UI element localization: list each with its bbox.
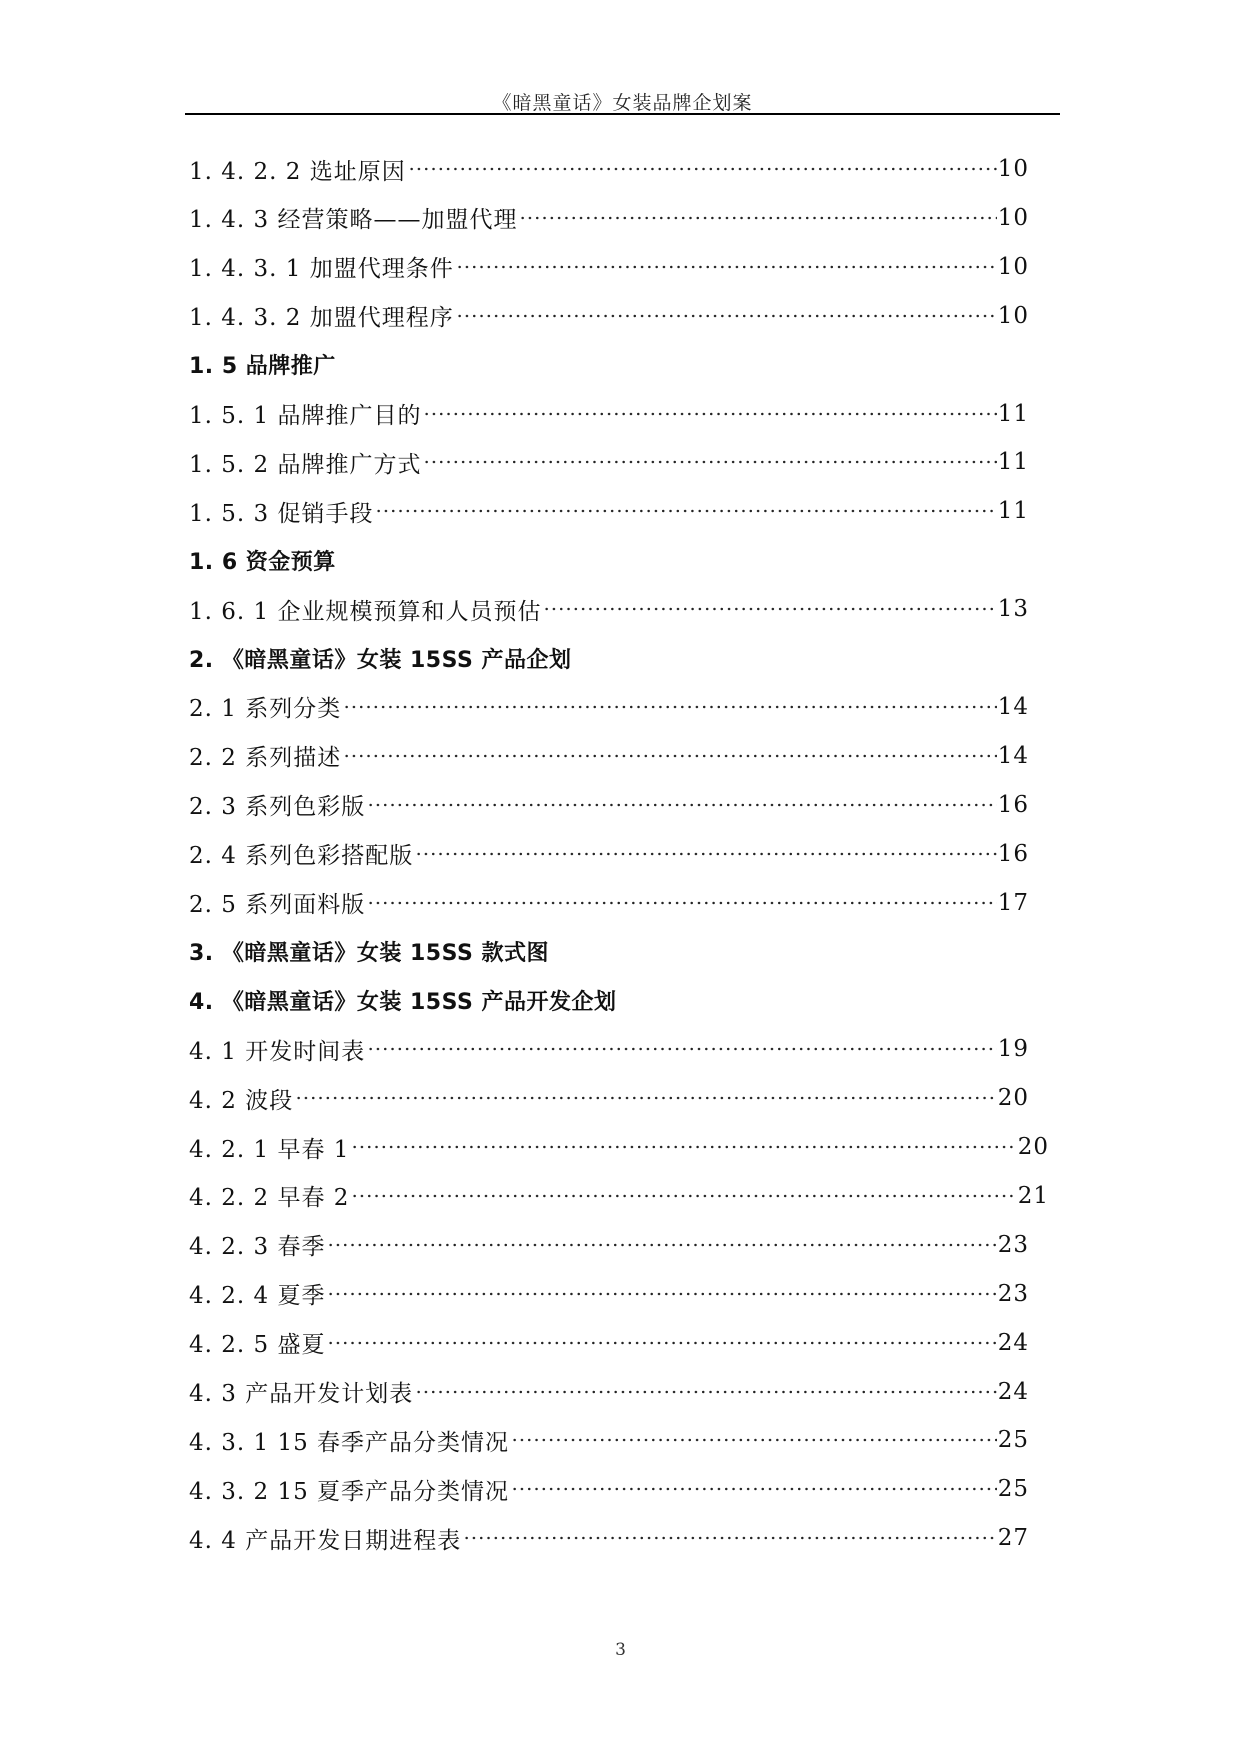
toc-entry-title: 1. 5. 1 品牌推广目的 bbox=[189, 403, 422, 429]
toc-entry-page-number: 11 bbox=[997, 498, 1029, 525]
toc-dot-leader bbox=[423, 412, 996, 416]
toc-entry-page-number: 13 bbox=[997, 596, 1029, 623]
toc-entry-page-number: 11 bbox=[997, 449, 1029, 476]
toc-entry-page-number: 20 bbox=[997, 1085, 1029, 1112]
toc-dot-leader bbox=[408, 167, 997, 171]
toc-entry-page-number: 16 bbox=[997, 840, 1029, 867]
toc-dot-leader bbox=[463, 1536, 997, 1540]
toc-entry-page-number: 23 bbox=[997, 1280, 1029, 1307]
toc-heading[interactable] bbox=[189, 983, 616, 1017]
toc-entry-page-number: 10 bbox=[997, 253, 1029, 280]
toc-dot-leader bbox=[327, 1292, 996, 1296]
toc-entry-page-number: 19 bbox=[997, 1036, 1029, 1063]
toc-entry[interactable] bbox=[189, 1130, 1049, 1164]
toc-entry[interactable] bbox=[189, 1375, 1029, 1409]
toc-dot-leader bbox=[415, 852, 997, 856]
toc-dot-leader bbox=[519, 216, 996, 220]
toc-dot-leader bbox=[327, 1243, 996, 1247]
toc-entry[interactable] bbox=[189, 788, 1029, 822]
toc-dot-leader bbox=[375, 509, 996, 513]
toc-entry-title: 4. 3 产品开发计划表 bbox=[189, 1381, 414, 1407]
toc-entry-page-number: 21 bbox=[1017, 1182, 1049, 1209]
toc-entry-title: 4. 2 波段 bbox=[189, 1087, 294, 1114]
toc-entry-title: 1. 5. 2 品牌推广方式 bbox=[189, 451, 422, 478]
toc-dot-leader bbox=[543, 607, 996, 611]
toc-entry[interactable] bbox=[189, 1521, 1029, 1555]
toc-entry[interactable] bbox=[189, 1228, 1029, 1262]
toc-dot-leader bbox=[367, 901, 997, 905]
toc-entry-title: 4. 2. 1 早春 1 bbox=[189, 1136, 350, 1163]
toc-entry[interactable] bbox=[189, 1277, 1029, 1311]
toc-entry[interactable] bbox=[189, 250, 1029, 284]
toc-entry-title: 1. 4. 2. 2 选址原因 bbox=[189, 158, 406, 185]
toc-entry[interactable] bbox=[189, 445, 1029, 479]
toc-entry[interactable] bbox=[189, 592, 1029, 626]
toc-entry-title: 4. 3. 2 15 夏季产品分类情况 bbox=[189, 1478, 510, 1505]
toc-entry-title: 4. 2. 5 盛夏 bbox=[189, 1332, 326, 1359]
toc-entry-page-number: 11 bbox=[997, 400, 1029, 427]
toc-entry[interactable] bbox=[189, 1081, 1029, 1115]
toc-dot-leader bbox=[456, 314, 997, 318]
toc-entry-page-number: 10 bbox=[997, 302, 1029, 329]
toc-dot-leader bbox=[415, 1390, 997, 1394]
toc-heading[interactable] bbox=[189, 641, 571, 675]
toc-entry[interactable] bbox=[189, 1423, 1029, 1457]
toc-entry[interactable] bbox=[189, 1179, 1049, 1213]
toc-entry[interactable] bbox=[189, 397, 1029, 431]
toc-entry-title: 4. 3. 1 15 春季产品分类情况 bbox=[189, 1429, 510, 1456]
toc-entry-title: 1. 4. 3 经营策略——加盟代理 bbox=[189, 207, 518, 234]
toc-entry-title: 1. 4. 3. 1 加盟代理条件 bbox=[189, 256, 454, 283]
toc-entry-title: 4. 2. 3 春季 bbox=[189, 1234, 326, 1261]
toc-entry-title: 2. 5 系列面料版 bbox=[189, 892, 366, 918]
toc-heading[interactable] bbox=[189, 543, 336, 577]
toc-dot-leader bbox=[367, 1047, 997, 1051]
toc-dot-leader bbox=[456, 265, 997, 269]
toc-entry-title: 2. 1 系列分类 bbox=[189, 696, 342, 723]
toc-entry-page-number: 25 bbox=[997, 1427, 1029, 1454]
toc-entry[interactable] bbox=[189, 299, 1029, 333]
toc-entry[interactable] bbox=[189, 690, 1029, 724]
toc-dot-leader bbox=[343, 754, 997, 758]
toc-dot-leader bbox=[367, 803, 997, 807]
header-rule bbox=[185, 113, 1060, 115]
toc-entry-title: 4. 4 产品开发日期进程表 bbox=[189, 1527, 462, 1554]
toc-heading[interactable] bbox=[189, 348, 336, 382]
toc-dot-leader bbox=[351, 1145, 1016, 1149]
toc-entry[interactable] bbox=[189, 1472, 1029, 1506]
toc-entry-page-number: 14 bbox=[997, 693, 1029, 720]
toc-entry-page-number: 23 bbox=[997, 1231, 1029, 1258]
toc-dot-leader bbox=[343, 705, 997, 709]
toc-entry-title: 2. 《暗黑童话》女装 15SS 产品企划 bbox=[189, 647, 572, 673]
toc-entry-page-number: 27 bbox=[997, 1525, 1029, 1552]
toc-dot-leader bbox=[327, 1341, 996, 1345]
toc-entry-page-number: 20 bbox=[1017, 1134, 1049, 1160]
running-header-title: 《暗黑童话》女装品牌企划案 bbox=[492, 92, 753, 114]
toc-entry[interactable] bbox=[189, 201, 1029, 235]
toc-entry-title: 2. 2 系列描述 bbox=[189, 745, 342, 772]
toc-entry-title: 4. 2. 2 早春 2 bbox=[189, 1185, 350, 1212]
page-number: 3 bbox=[615, 1640, 626, 1660]
toc-dot-leader bbox=[295, 1096, 997, 1100]
toc-entry-title: 4. 2. 4 夏季 bbox=[189, 1283, 326, 1310]
toc-entry[interactable] bbox=[189, 837, 1029, 871]
toc-entry-title: 1. 5 品牌推广 bbox=[189, 354, 336, 380]
toc-dot-leader bbox=[511, 1487, 997, 1491]
toc-entry-page-number: 10 bbox=[997, 156, 1029, 182]
toc-entry-page-number: 24 bbox=[997, 1329, 1029, 1356]
toc-entry[interactable] bbox=[189, 739, 1029, 773]
toc-entry-page-number: 16 bbox=[997, 791, 1029, 818]
toc-entry-page-number: 10 bbox=[997, 204, 1029, 231]
toc-dot-leader bbox=[511, 1438, 997, 1442]
toc-entry-title: 4. 1 开发时间表 bbox=[189, 1038, 366, 1065]
toc-entry-page-number: 17 bbox=[997, 889, 1029, 916]
toc-entry[interactable] bbox=[189, 152, 1029, 186]
toc-entry-title: 1. 6. 1 企业规模预算和人员预估 bbox=[189, 598, 542, 625]
toc-entry[interactable] bbox=[189, 494, 1029, 528]
toc-entry-page-number: 14 bbox=[997, 742, 1029, 769]
toc-entry[interactable] bbox=[189, 1326, 1029, 1360]
toc-dot-leader bbox=[423, 460, 996, 464]
toc-entry-page-number: 24 bbox=[997, 1378, 1029, 1405]
toc-dot-leader bbox=[351, 1194, 1016, 1198]
toc-entry[interactable] bbox=[189, 886, 1029, 920]
toc-entry-title: 1. 4. 3. 2 加盟代理程序 bbox=[189, 305, 454, 332]
toc-entry-title: 2. 3 系列色彩版 bbox=[189, 794, 366, 821]
toc-entry-title: 4. 《暗黑童话》女装 15SS 产品开发企划 bbox=[189, 989, 617, 1015]
toc-entry-title: 2. 4 系列色彩搭配版 bbox=[189, 843, 414, 870]
toc-heading[interactable] bbox=[189, 934, 549, 968]
toc-entry-title: 1. 6 资金预算 bbox=[189, 549, 336, 575]
toc-entry-title: 3. 《暗黑童话》女装 15SS 款式图 bbox=[189, 940, 549, 966]
toc-entry-title: 1. 5. 3 促销手段 bbox=[189, 500, 374, 527]
toc-entry[interactable] bbox=[189, 1032, 1029, 1066]
toc-entry-page-number: 25 bbox=[997, 1476, 1029, 1503]
